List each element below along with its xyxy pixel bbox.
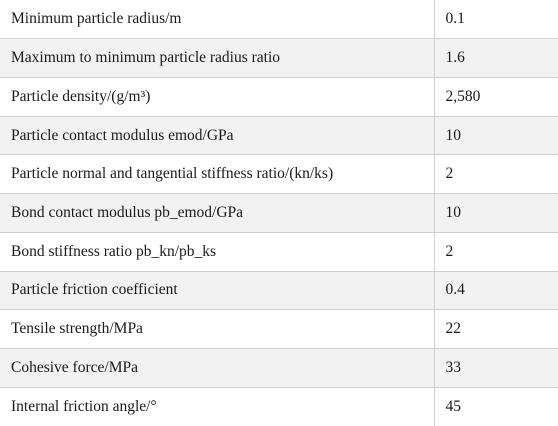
parameter-value: 2 <box>434 155 558 194</box>
table-row <box>0 310 558 349</box>
parameter-value: 33 <box>434 348 558 387</box>
parameter-name: Minimum particle radius/m <box>0 0 434 39</box>
table-row <box>0 155 558 194</box>
parameter-value: 10 <box>434 116 558 155</box>
parameter-value: 0.4 <box>434 271 558 310</box>
parameter-name: Particle normal and tangential stiffness ratio/(kn/ks) <box>0 155 434 194</box>
table-row <box>0 387 558 426</box>
parameter-name: Tensile strength/MPa <box>0 310 434 349</box>
parameter-value: 45 <box>434 387 558 426</box>
parameter-value: 0.1 <box>434 0 558 39</box>
parameter-value: 22 <box>434 310 558 349</box>
parameter-name: Bond contact modulus pb_emod/GPa <box>0 194 434 233</box>
parameter-value: 2,580 <box>434 77 558 116</box>
table-row <box>0 348 558 387</box>
table-row <box>0 0 558 39</box>
parameter-name: Bond stiffness ratio pb_kn/pb_ks <box>0 232 434 271</box>
parameter-value: 10 <box>434 194 558 233</box>
parameter-name: Particle density/(g/m³) <box>0 77 434 116</box>
parameter-name: Internal friction angle/° <box>0 387 434 426</box>
table-row <box>0 232 558 271</box>
parameter-name: Particle friction coefficient <box>0 271 434 310</box>
table-row <box>0 116 558 155</box>
parameter-value: 1.6 <box>434 39 558 78</box>
parameter-name: Maximum to minimum particle radius ratio <box>0 39 434 78</box>
table-row <box>0 194 558 233</box>
table-row <box>0 39 558 78</box>
parameter-value: 2 <box>434 232 558 271</box>
parameter-name: Cohesive force/MPa <box>0 348 434 387</box>
parameter-name: Particle contact modulus emod/GPa <box>0 116 434 155</box>
table-row <box>0 77 558 116</box>
table-row <box>0 271 558 310</box>
